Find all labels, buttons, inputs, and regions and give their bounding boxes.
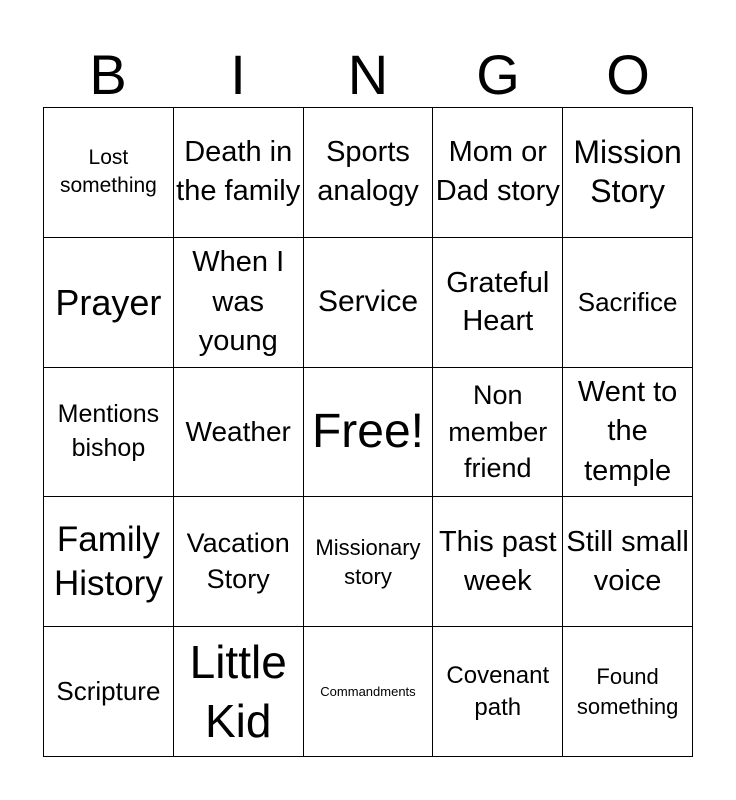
bingo-cell[interactable] (174, 238, 304, 368)
free-space-cell[interactable] (304, 368, 434, 498)
cell-text: When I was young (192, 246, 285, 357)
bingo-cell[interactable] (304, 108, 434, 238)
cell-text: Death in the family (176, 136, 301, 208)
cell-text: Still small voice (566, 525, 689, 597)
cell-text: Grateful Heart (446, 266, 550, 338)
bingo-cell[interactable] (433, 627, 563, 757)
bingo-cell[interactable] (304, 238, 434, 368)
header-letter-b: B (89, 43, 127, 106)
bingo-cell[interactable] (174, 368, 304, 498)
bingo-cell[interactable] (44, 108, 174, 238)
cell-text: Sports analogy (317, 136, 419, 208)
free-space-text: Free! (311, 405, 424, 459)
bingo-cell[interactable] (44, 368, 174, 498)
bingo-cell[interactable] (563, 627, 693, 757)
bingo-cell[interactable] (433, 368, 563, 498)
bingo-cell[interactable] (44, 627, 174, 757)
cell-text: Mom or Dad story (435, 136, 560, 208)
bingo-cell[interactable] (563, 497, 693, 627)
cell-text: Sacrifice (577, 286, 678, 317)
cell-text: Little Kid (189, 635, 287, 747)
bingo-cell[interactable] (304, 627, 434, 757)
bingo-cell[interactable] (433, 238, 563, 368)
cell-text: Weather (185, 416, 291, 448)
cell-text: Vacation Story (186, 527, 290, 594)
cell-text: Found something (576, 663, 679, 719)
bingo-cell[interactable] (44, 238, 174, 368)
header-letter-i: I (230, 43, 246, 106)
bingo-board (43, 107, 693, 757)
bingo-cell[interactable] (563, 108, 693, 238)
bingo-header (43, 44, 693, 106)
bingo-cell[interactable] (174, 627, 304, 757)
cell-text: Missionary story (315, 534, 421, 589)
cell-text: Lost something (59, 146, 157, 198)
header-letter-n: N (347, 43, 389, 106)
cell-text: Went to the temple (577, 376, 678, 487)
bingo-cell[interactable] (304, 497, 434, 627)
bingo-cell[interactable] (44, 497, 174, 627)
cell-text: Non member friend (448, 380, 548, 484)
cell-text: Mentions bishop (57, 400, 160, 462)
cell-text: Mission Story (573, 134, 682, 210)
header-letter-o: O (606, 43, 650, 106)
cell-text: Family History (53, 520, 163, 603)
cell-text: This past week (438, 525, 557, 597)
bingo-cell[interactable] (433, 497, 563, 627)
bingo-cell[interactable] (174, 108, 304, 238)
cell-text: Scripture (56, 676, 161, 706)
bingo-cell[interactable] (563, 238, 693, 368)
bingo-cell[interactable] (563, 368, 693, 498)
header-letter-g: G (476, 43, 520, 106)
bingo-cell[interactable] (174, 497, 304, 627)
cell-text: Commandments (320, 683, 416, 699)
cell-text: Covenant path (446, 661, 550, 721)
cell-text: Service (317, 285, 419, 319)
bingo-cell[interactable] (433, 108, 563, 238)
cell-text: Prayer (55, 281, 162, 323)
